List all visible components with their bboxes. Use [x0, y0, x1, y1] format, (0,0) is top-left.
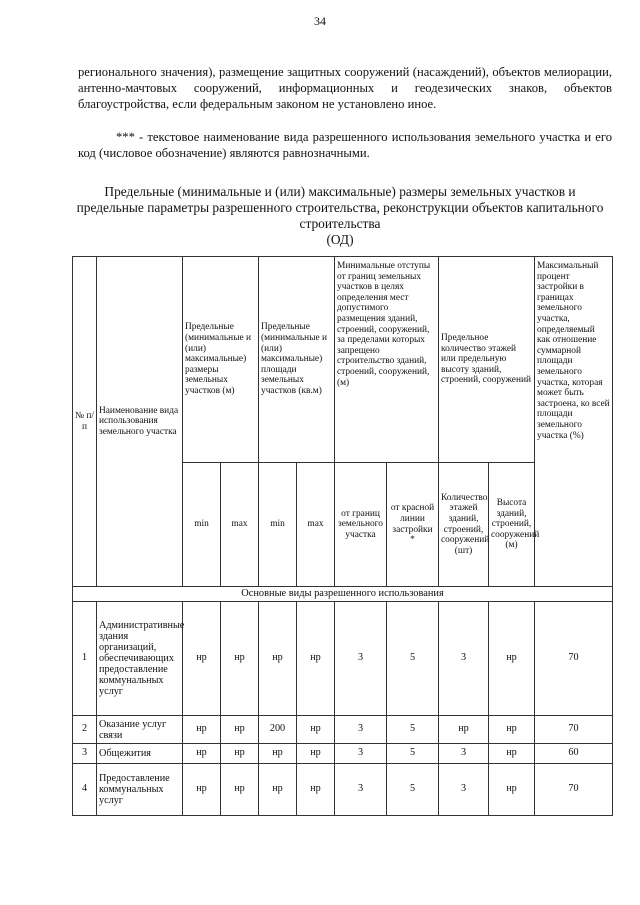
row-area-max: нр [297, 744, 335, 764]
row-height: нр [489, 716, 535, 744]
header-size: Предельные (минимальные и (или) максимальные) размеры земельных участков (м) [183, 257, 259, 463]
row-area-min: 200 [259, 716, 297, 744]
row-size-min: нр [183, 602, 221, 716]
header-name: Наименование вида использования земельного участка [97, 257, 183, 587]
row-border: 3 [335, 716, 387, 744]
row-size-min: нр [183, 744, 221, 764]
header-size-max: max [221, 463, 259, 587]
row-floors: 3 [439, 744, 489, 764]
page-number: 34 [314, 14, 326, 28]
row-area-min: нр [259, 602, 297, 716]
row-area-max: нр [297, 716, 335, 744]
row-floors: 3 [439, 764, 489, 816]
header-area-min: min [259, 463, 297, 587]
row-height: нр [489, 744, 535, 764]
row-coverage: 60 [535, 744, 613, 764]
parameters-table-container [72, 256, 612, 816]
row-red-line: 5 [387, 716, 439, 744]
table-title-main: Предельные (минимальные и (или) максимальные) размеры земельных участков и предельные параметры разрешенного строительства, реконструкции объектов капитального строительства [76, 184, 604, 231]
header-size-min: min [183, 463, 221, 587]
header-from-red-line: от красной линии застройки * [387, 463, 439, 587]
row-size-min: нр [183, 716, 221, 744]
row-area-max: нр [297, 764, 335, 816]
row-red-line: 5 [387, 602, 439, 716]
row-name: Общежития [97, 744, 183, 764]
row-size-max: нр [221, 744, 259, 764]
header-floors: Предельное количество этажей или предельную высоту зданий, строений, сооружений [439, 257, 535, 463]
table-row [73, 744, 613, 764]
header-area-max: max [297, 463, 335, 587]
header-coverage: Максимальный процент застройки в границах земельного участка, определяемый как отношение суммарной площади земельного участка, которая может быть застроена, ко всей площади земельного участка (%) [535, 257, 613, 587]
parameters-table [72, 256, 613, 816]
table-row [73, 764, 613, 816]
row-name: Административные здания организаций, обеспечивающих предоставление коммунальных услуг [97, 602, 183, 716]
row-height: нр [489, 764, 535, 816]
table-header-row-1 [73, 257, 613, 463]
row-border: 3 [335, 764, 387, 816]
row-border: 3 [335, 744, 387, 764]
row-coverage: 70 [535, 602, 613, 716]
row-height: нр [489, 602, 535, 716]
section-title: Основные виды разрешенного использования [73, 587, 613, 602]
row-name: Оказание услуг связи [97, 716, 183, 744]
paragraph-continuation: регионального значения), размещение защитных сооружений (насаждений), объектов мелиорации, антенно-мачтовых сооружений, информационных и геодезических знаков, объектов благоустройства, если федеральным законом не установлено иное. [78, 65, 612, 111]
row-area-min: нр [259, 764, 297, 816]
row-floors: 3 [439, 602, 489, 716]
header-setbacks: Минимальные отступы от границ земельных участков в целях определения мест допустимого размещения зданий, строений, сооружений, за пределами которых запрещено строительство зданий, строений, сооружений, (м) [335, 257, 439, 463]
header-from-border: от границ земельного участка [335, 463, 387, 587]
header-num: № п/п [73, 257, 97, 587]
header-area: Предельные (минимальные и (или) максимальные) площади земельных участков (кв.м) [259, 257, 335, 463]
row-coverage: 70 [535, 716, 613, 744]
row-red-line: 5 [387, 764, 439, 816]
row-area-max: нр [297, 602, 335, 716]
row-num: 4 [73, 764, 97, 816]
row-size-min: нр [183, 764, 221, 816]
header-floor-count: Количество этажей зданий, строений, сооружений (шт) [439, 463, 489, 587]
row-size-max: нр [221, 716, 259, 744]
row-size-max: нр [221, 602, 259, 716]
row-name: Предоставление коммунальных услуг [97, 764, 183, 816]
row-floors: нр [439, 716, 489, 744]
table-title-zone: (ОД) [326, 232, 354, 247]
table-title [70, 184, 610, 248]
row-num: 2 [73, 716, 97, 744]
row-size-max: нр [221, 764, 259, 816]
row-red-line: 5 [387, 744, 439, 764]
paragraph-footnote: *** - текстовое наименование вида разрешенного использования земельного участка и его код (числовое обозначение) являются равнозначными. [78, 130, 612, 160]
row-border: 3 [335, 602, 387, 716]
header-height: Высота зданий, строений, сооружений (м) [489, 463, 535, 587]
section-row [73, 587, 613, 602]
table-row [73, 602, 613, 716]
row-num: 3 [73, 744, 97, 764]
row-coverage: 70 [535, 764, 613, 816]
row-num: 1 [73, 602, 97, 716]
table-row [73, 716, 613, 744]
row-area-min: нр [259, 744, 297, 764]
